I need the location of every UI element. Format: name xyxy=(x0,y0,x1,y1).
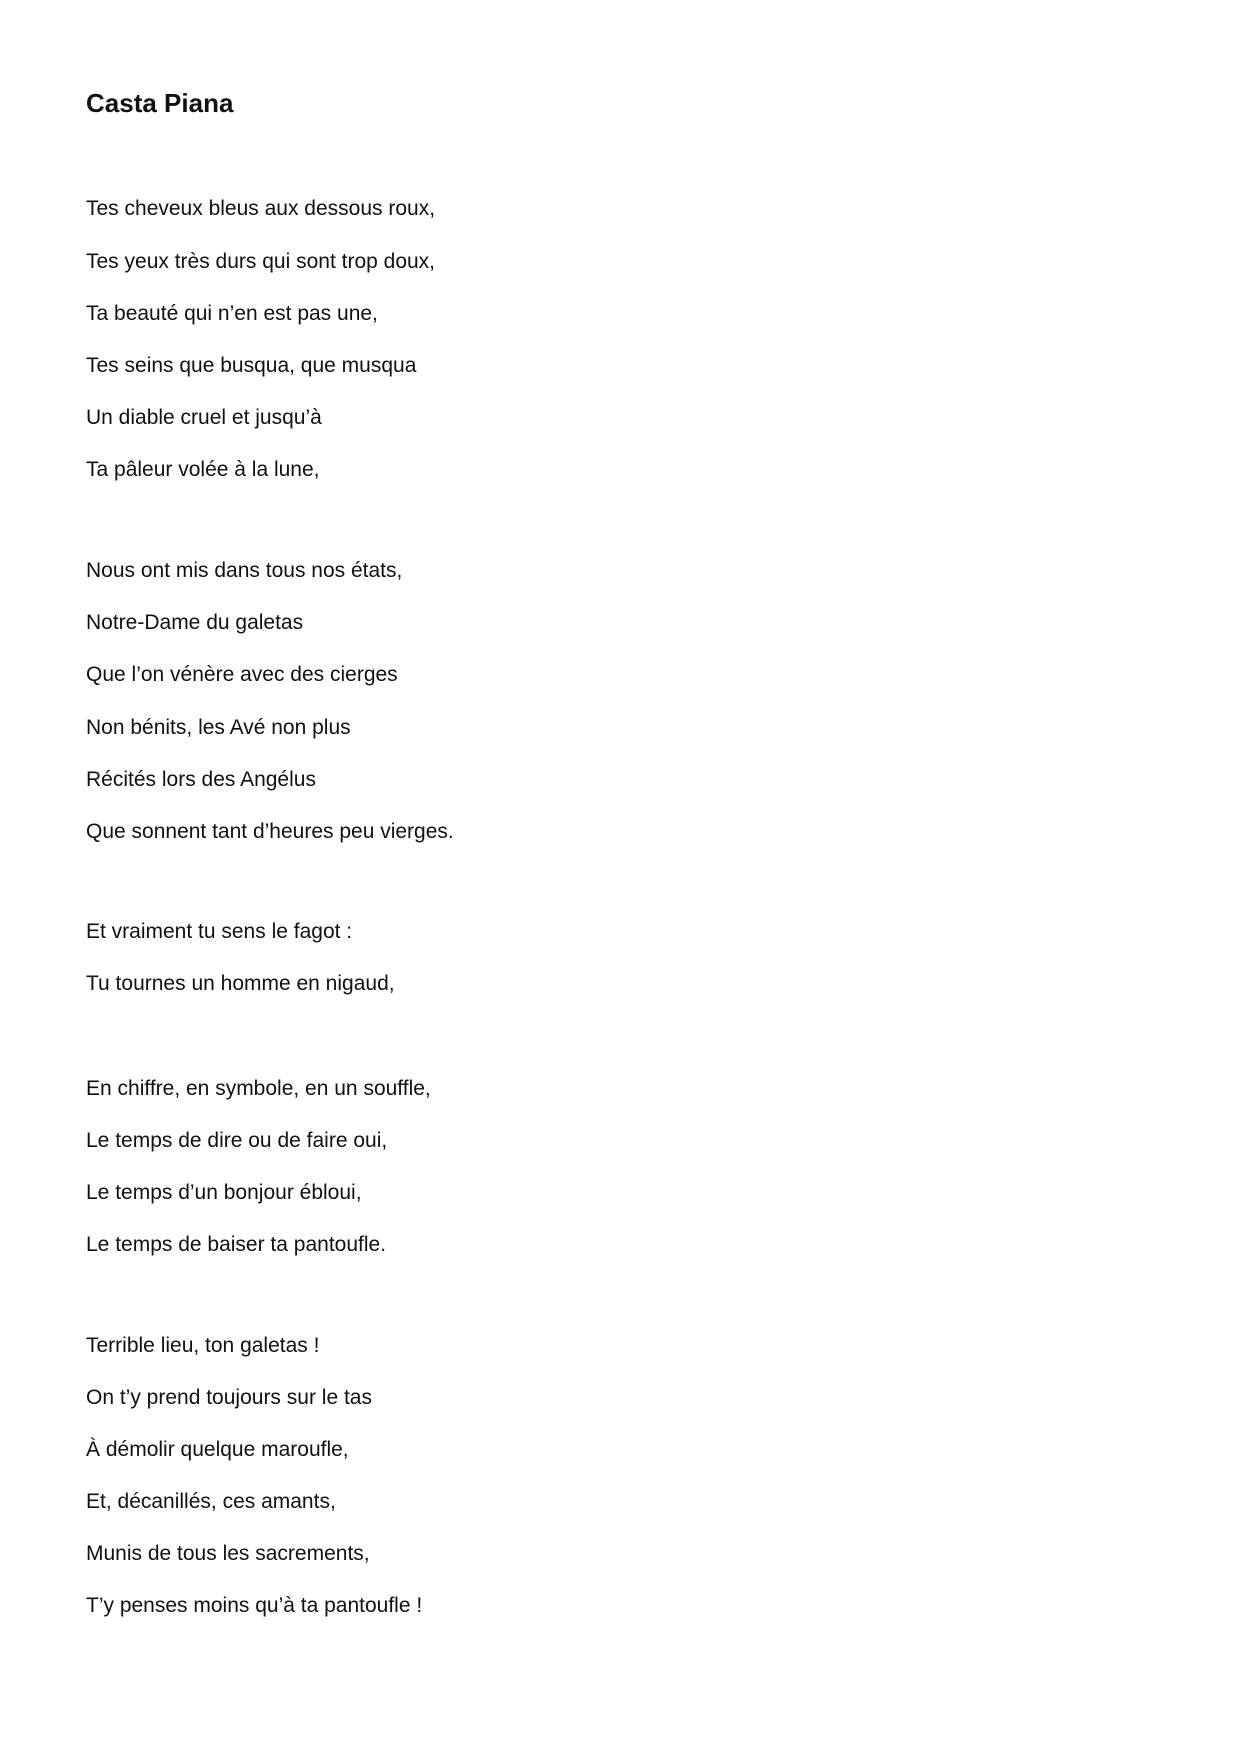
poem-line: Nous ont mis dans tous nos états, xyxy=(86,559,403,582)
poem-line: Le temps de baiser ta pantoufle. xyxy=(86,1233,387,1256)
poem-line: Tes yeux très durs qui sont trop doux, xyxy=(86,250,436,273)
poem-line: Et vraiment tu sens le fagot : xyxy=(86,920,353,943)
poem-line: Un diable cruel et jusqu’à xyxy=(86,406,322,429)
poem-line: Que l’on vénère avec des cierges xyxy=(86,663,398,686)
poem-line: Notre-Dame du galetas xyxy=(86,611,304,634)
poem-line: Munis de tous les sacrements, xyxy=(86,1542,370,1565)
poem-line: Et, décanillés, ces amants, xyxy=(86,1490,336,1513)
poem-line: Tu tournes un homme en nigaud, xyxy=(86,972,395,995)
poem-line: On t’y prend toujours sur le tas xyxy=(86,1386,372,1409)
poem-line: Ta beauté qui n’en est pas une, xyxy=(86,302,378,325)
poem-line: Tes seins que busqua, que musqua xyxy=(86,354,417,377)
poem-title: Casta Piana xyxy=(86,88,234,118)
poem-line: Le temps de dire ou de faire oui, xyxy=(86,1129,388,1152)
poem-line: Récités lors des Angélus xyxy=(86,768,316,791)
poem-line: T’y penses moins qu’à ta pantoufle ! xyxy=(86,1594,423,1617)
poem-line: Terrible lieu, ton galetas ! xyxy=(86,1334,320,1357)
poem-line: Ta pâleur volée à la lune, xyxy=(86,458,320,481)
poem-line: En chiffre, en symbole, en un souffle, xyxy=(86,1077,431,1100)
poem-line: Le temps d’un bonjour ébloui, xyxy=(86,1181,362,1204)
poem-line: Que sonnent tant d’heures peu vierges. xyxy=(86,820,454,843)
poem-line: À démolir quelque maroufle, xyxy=(86,1438,349,1461)
poem-line: Non bénits, les Avé non plus xyxy=(86,716,351,739)
poem-line: Tes cheveux bleus aux dessous roux, xyxy=(86,197,436,220)
